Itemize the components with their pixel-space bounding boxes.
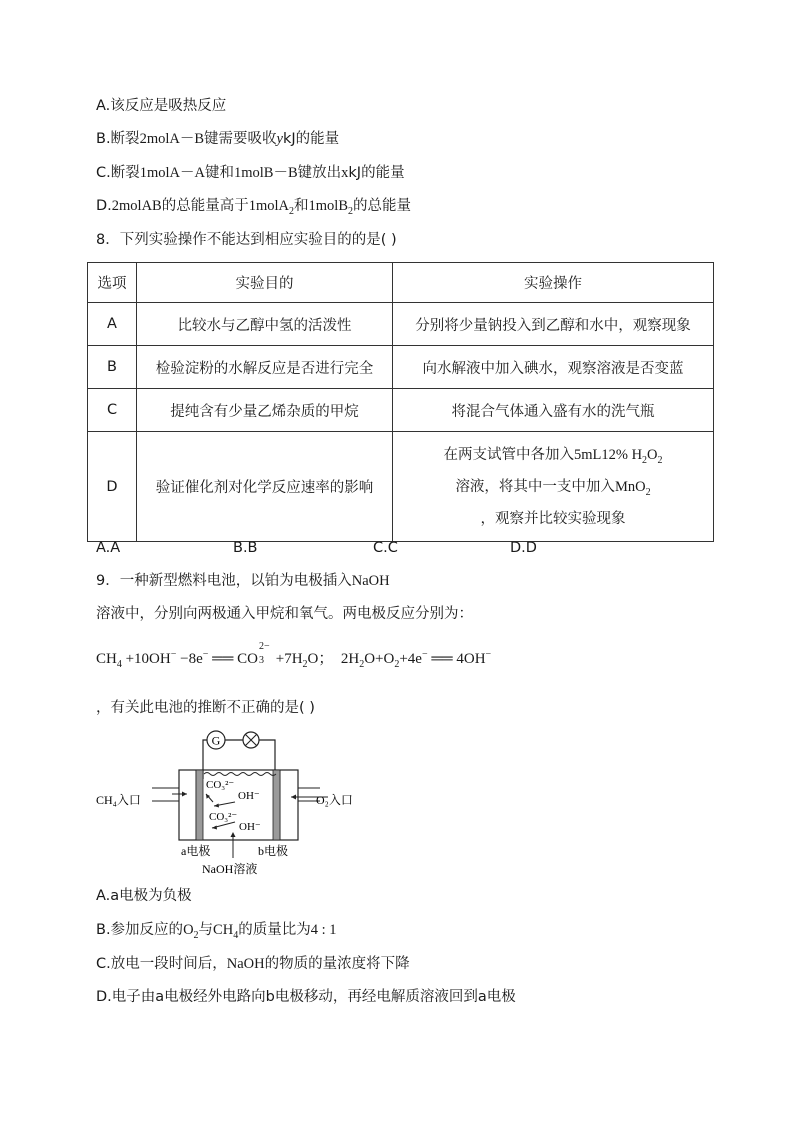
q9-option-c: C.放电一段时间后，NaOH的物质的量浓度将下降 bbox=[96, 956, 410, 972]
row-purpose: 检验淀粉的水解反应是否进行完全 bbox=[137, 346, 393, 389]
electrode-b bbox=[273, 770, 280, 840]
row-operation bbox=[393, 432, 714, 542]
answer-option: B.B bbox=[233, 540, 258, 556]
q9-option-b: B.参加反应的$O_2$与$CH_4$的质量比为4 : 1 bbox=[96, 922, 337, 941]
header-operation: 实验操作 bbox=[393, 263, 714, 303]
q9-stem-line-3: ，有关此电池的推断不正确的是( ) bbox=[96, 700, 315, 716]
ion-oh-lower: OH⁻ bbox=[239, 821, 261, 833]
q8-answer-options bbox=[96, 540, 596, 560]
table-header-row bbox=[88, 263, 714, 303]
electrolyte-arrowhead-icon bbox=[231, 832, 236, 837]
table-row bbox=[88, 346, 714, 389]
operation-line-3: ，观察并比较实验现象 bbox=[480, 510, 626, 527]
row-purpose: 提纯含有少量乙烯杂质的甲烷 bbox=[137, 389, 393, 432]
row-purpose: 验证催化剂对化学反应速率的影响 bbox=[137, 432, 393, 542]
answer-option: D.D bbox=[510, 540, 537, 556]
row-operation: 分别将少量钠投入到乙醇和水中，观察现象 bbox=[393, 303, 714, 346]
row-option: A bbox=[88, 303, 137, 346]
answer-option: C.C bbox=[373, 540, 398, 556]
table-row bbox=[88, 303, 714, 346]
q7-option-d: D.2molAB的总能量高于1molA$_2$和1molB$_2$的总能量 bbox=[96, 198, 411, 217]
q9-option-d: D.电子由a电极经外电路向b电极移动，再经电解质溶液回到a电极 bbox=[96, 989, 516, 1005]
table-row bbox=[88, 389, 714, 432]
left-arrowhead-icon bbox=[182, 792, 187, 797]
galvanometer-label: G bbox=[211, 733, 221, 748]
q7-option-b: B.断裂2molA－B键需要吸收ykJ的能量 bbox=[96, 131, 340, 147]
electrode-b-label: b电极 bbox=[258, 844, 289, 858]
right-inlet-label: O₂入口 bbox=[316, 793, 353, 807]
row-operation: 向水解液中加入碘水，观察溶液是否变蓝 bbox=[393, 346, 714, 389]
operation-line-2: 溶液，将其中一支中加入MnO$_2$ bbox=[455, 478, 651, 498]
electrode-a bbox=[196, 770, 203, 840]
electrolyte-label: NaOH溶液 bbox=[202, 862, 258, 876]
row-purpose: 比较水与乙醇中氢的活泼性 bbox=[137, 303, 393, 346]
header-option: 选项 bbox=[88, 263, 137, 303]
q9-option-a: A.a电极为负极 bbox=[96, 888, 192, 904]
q7-option-a: A.该反应是吸热反应 bbox=[96, 98, 227, 114]
left-inlet-label: CH₄入口 bbox=[96, 793, 141, 807]
q8-stem: 8．下列实验操作不能达到相应实验目的的是( ) bbox=[96, 232, 397, 248]
solution-surface bbox=[204, 773, 276, 776]
operation-line-1: 在两支试管中各加入5mL12% $H_2O_2$ bbox=[443, 446, 663, 466]
q8-table bbox=[87, 262, 714, 542]
row-option: C bbox=[88, 389, 137, 432]
right-arrowhead-icon bbox=[291, 795, 296, 800]
q9-stem-line-1: 9．一种新型燃料电池，以铂为电极插入NaOH bbox=[96, 573, 390, 589]
q7-option-c: C.断裂1molA－A键和1molB－B键放出xkJ的能量 bbox=[96, 165, 405, 181]
ion-oh-upper: OH⁻ bbox=[238, 790, 260, 802]
fuel-cell-diagram bbox=[92, 726, 372, 878]
q9-equation: $CH_4 +10OH^- -8e^-$ ══ CO 2− 3 $+7H_2O$； $2H_2O+O_2+4e^-$ ══ 4OH− bbox=[96, 641, 492, 670]
ion-co3-upper: CO₃²⁻ bbox=[206, 779, 235, 791]
electrode-a-label: a电极 bbox=[181, 844, 211, 858]
header-purpose: 实验目的 bbox=[137, 263, 393, 303]
q9-stem-line-2: 溶液中，分别向两极通入甲烷和氧气。两电极反应分别为： bbox=[96, 606, 473, 622]
row-option: B bbox=[88, 346, 137, 389]
row-operation: 将混合气体通入盛有水的洗气瓶 bbox=[393, 389, 714, 432]
row-option: D bbox=[88, 432, 137, 542]
table-row bbox=[88, 432, 714, 542]
ion-co3-lower: CO₃²⁻ bbox=[209, 811, 238, 823]
answer-option: A.A bbox=[96, 540, 121, 556]
